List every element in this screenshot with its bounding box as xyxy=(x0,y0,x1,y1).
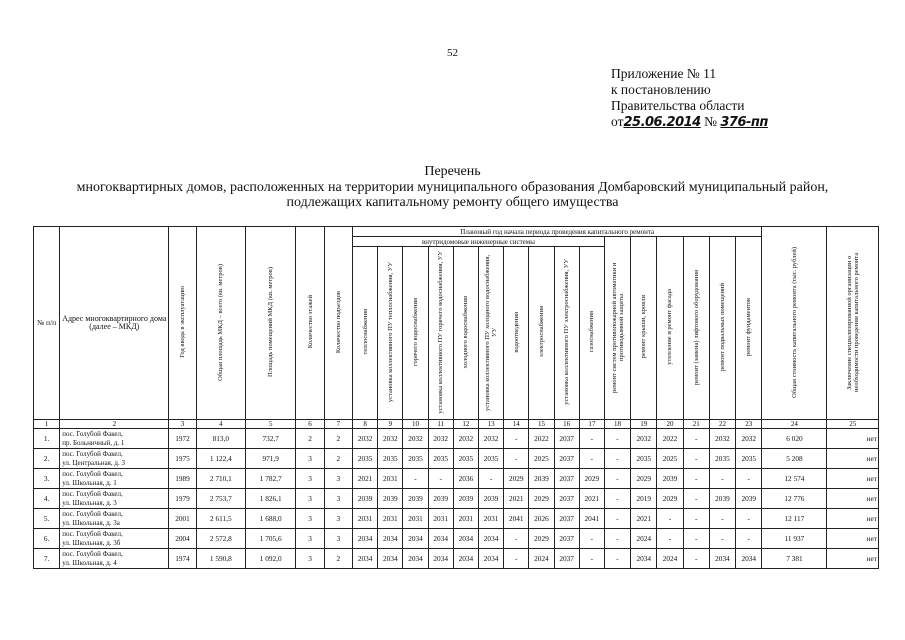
table-cell: 2039 xyxy=(378,489,403,509)
table-cell: 2029 xyxy=(529,529,554,549)
address-cell xyxy=(60,529,169,549)
table-cell: - xyxy=(504,429,529,449)
table-cell: 3 xyxy=(324,469,352,489)
table-cell: 2036 xyxy=(453,469,478,489)
row-number: 7. xyxy=(34,549,60,569)
table-cell: 2039 xyxy=(353,489,378,509)
row-number: 6. xyxy=(34,529,60,549)
table-cell: 2034 xyxy=(631,549,657,569)
table-cell: 2 611,5 xyxy=(196,509,245,529)
table-cell: 3 xyxy=(296,489,324,509)
column-number: 17 xyxy=(579,420,604,429)
table-cell: - xyxy=(579,429,604,449)
table-cell: 2029 xyxy=(579,469,604,489)
number-label: № xyxy=(704,114,717,129)
header-c22: ремонт подвальных помещений xyxy=(709,237,735,420)
table-row xyxy=(34,509,879,529)
column-number: 15 xyxy=(529,420,554,429)
header-address: Адрес многоквартирного дома (далее – МКД) xyxy=(60,227,169,420)
table-cell: - xyxy=(709,529,735,549)
header-c12: холодного водоснабжения xyxy=(453,247,478,420)
column-number: 21 xyxy=(683,420,709,429)
column-number: 22 xyxy=(709,420,735,429)
table-cell: 2031 xyxy=(478,509,503,529)
address-cell xyxy=(60,429,169,449)
table-cell: 1989 xyxy=(169,469,196,489)
address-line-2: ул. Школьная, д. 4 xyxy=(62,558,117,567)
table-cell: 1972 xyxy=(169,429,196,449)
header-c14: водоотведения xyxy=(504,247,529,420)
table-row xyxy=(34,529,879,549)
table-cell: 2026 xyxy=(529,509,554,529)
from-label: от xyxy=(611,114,624,129)
column-number: 2 xyxy=(60,420,169,429)
table-cell: нет xyxy=(827,489,879,509)
table-cell: 2037 xyxy=(554,469,579,489)
table-cell: 2 xyxy=(324,429,352,449)
table-cell: нет xyxy=(827,549,879,569)
table-cell: - xyxy=(478,469,503,489)
table-cell: - xyxy=(683,509,709,529)
column-number: 8 xyxy=(353,420,378,429)
table-cell: 2037 xyxy=(554,549,579,569)
header-planned-year-group: Плановый год начала периода проведения капитального ремонта xyxy=(353,227,762,237)
table-cell: 12 117 xyxy=(762,509,827,529)
table-cell: 3 xyxy=(324,509,352,529)
table-cell: - xyxy=(657,529,683,549)
table-cell: - xyxy=(709,469,735,489)
address-line-2: ул. Центральная, д. 3 xyxy=(62,458,125,467)
table-cell: 2021 xyxy=(504,489,529,509)
table-cell: 2035 xyxy=(709,449,735,469)
table-cell: 2029 xyxy=(657,489,683,509)
address-line-1: пос. Голубой Факел, xyxy=(62,450,123,458)
table-cell: 2032 xyxy=(378,429,403,449)
header-c16: установка коллективного ПУ электроснабжения, УУ xyxy=(554,247,579,420)
table-cell: 2034 xyxy=(453,529,478,549)
address-line-2: ул. Школьная, д. 3б xyxy=(62,538,121,547)
table-cell: 3 xyxy=(324,489,352,509)
table-cell: - xyxy=(604,489,630,509)
table-cell: 1979 xyxy=(169,489,196,509)
table-cell: 2032 xyxy=(736,429,762,449)
table-cell: 2021 xyxy=(631,509,657,529)
table-cell: нет xyxy=(827,529,879,549)
table-cell: 2 xyxy=(324,549,352,569)
table-cell: 2032 xyxy=(403,429,428,449)
table-cell: 2029 xyxy=(529,489,554,509)
address-cell xyxy=(60,549,169,569)
table-cell: 2001 xyxy=(169,509,196,529)
table-cell: - xyxy=(428,469,453,489)
address-cell xyxy=(60,469,169,489)
address-line-1: пос. Голубой Факел, xyxy=(62,430,123,438)
header-premises-area: Площадь помещений МКД (кв. метров) xyxy=(246,227,296,420)
table-cell: 2039 xyxy=(428,489,453,509)
column-number: 3 xyxy=(169,420,196,429)
table-cell: 2041 xyxy=(579,509,604,529)
appendix-line-2: к постановлению xyxy=(611,82,711,97)
column-number: 10 xyxy=(403,420,428,429)
address-line-2: пр. Больничный, д. 1 xyxy=(62,438,125,447)
table-cell: 2022 xyxy=(529,429,554,449)
header-c18: ремонт систем противопожарной автоматики и противодымной защиты xyxy=(604,237,630,420)
header-year-built: Год ввода в эксплуатацию xyxy=(169,227,196,420)
column-number: 5 xyxy=(246,420,296,429)
table-cell: 2034 xyxy=(403,549,428,569)
table-cell: 2041 xyxy=(504,509,529,529)
table-cell: 1 705,6 xyxy=(246,529,296,549)
table-cell: 2032 xyxy=(428,429,453,449)
table-cell: 7 381 xyxy=(762,549,827,569)
row-number: 4. xyxy=(34,489,60,509)
table-cell: 3 xyxy=(296,509,324,529)
address-line-1: пос. Голубой Факел, xyxy=(62,530,123,538)
table-cell: 2034 xyxy=(453,549,478,569)
table-cell: 2029 xyxy=(631,469,657,489)
column-number: 9 xyxy=(378,420,403,429)
table-cell: 2025 xyxy=(529,449,554,469)
table-cell: 2039 xyxy=(529,469,554,489)
table-cell: 2034 xyxy=(478,549,503,569)
table-row xyxy=(34,549,879,569)
column-number: 14 xyxy=(504,420,529,429)
table-cell: 2037 xyxy=(554,489,579,509)
row-number: 1. xyxy=(34,429,60,449)
table-cell: 1 826,1 xyxy=(246,489,296,509)
table-cell: 5 208 xyxy=(762,449,827,469)
column-number: 25 xyxy=(827,420,879,429)
appendix-block xyxy=(611,66,768,131)
row-number: 5. xyxy=(34,509,60,529)
table-cell: - xyxy=(736,509,762,529)
table-cell: 813,0 xyxy=(196,429,245,449)
column-number: 7 xyxy=(324,420,352,429)
column-number: 18 xyxy=(604,420,630,429)
table-cell: 2 753,7 xyxy=(196,489,245,509)
table-cell: 2032 xyxy=(478,429,503,449)
table-cell: - xyxy=(604,529,630,549)
table-cell: 2029 xyxy=(504,469,529,489)
header-c10: горячего водоснабжения xyxy=(403,247,428,420)
address-cell xyxy=(60,509,169,529)
table-cell: - xyxy=(604,469,630,489)
table-cell: - xyxy=(736,469,762,489)
table-cell: 2037 xyxy=(554,529,579,549)
table-cell: 732,7 xyxy=(246,429,296,449)
column-number: 24 xyxy=(762,420,827,429)
address-cell xyxy=(60,489,169,509)
table-cell: 2039 xyxy=(403,489,428,509)
table-row xyxy=(34,449,879,469)
table-cell: 2034 xyxy=(378,529,403,549)
table-cell: 3 xyxy=(324,529,352,549)
appendix-line-1: Приложение № 11 xyxy=(611,66,717,81)
header-c17: газоснабжения xyxy=(579,247,604,420)
table-row xyxy=(34,489,879,509)
header-total-area: Общая площадь МКД – всего (кв. метров) xyxy=(196,227,245,420)
column-number: 12 xyxy=(453,420,478,429)
column-number: 20 xyxy=(657,420,683,429)
table-cell: - xyxy=(604,429,630,449)
table-cell: 2031 xyxy=(403,509,428,529)
header-floors: Количество этажей xyxy=(296,227,324,420)
address-line-2: ул. Школьная, д. 3 xyxy=(62,498,117,507)
row-number: 2. xyxy=(34,449,60,469)
header-c8: теплоснабжения xyxy=(353,247,378,420)
table-cell: - xyxy=(579,449,604,469)
table-cell: 2034 xyxy=(403,529,428,549)
table-cell: 2035 xyxy=(736,449,762,469)
address-line-2: ул. Школьная, д. 1 xyxy=(62,478,117,487)
header-c21: ремонт (замена) лифтового оборудования xyxy=(683,237,709,420)
table-cell: 2032 xyxy=(453,429,478,449)
table-cell: 2037 xyxy=(554,509,579,529)
address-cell xyxy=(60,449,169,469)
table-cell: - xyxy=(604,449,630,469)
table-row xyxy=(34,469,879,489)
table-body xyxy=(34,429,879,569)
table-cell: 2019 xyxy=(631,489,657,509)
header-engineering-group: внутридомовые инженерные системы xyxy=(353,237,605,247)
row-number: 3. xyxy=(34,469,60,489)
table-cell: 2039 xyxy=(453,489,478,509)
address-line-2: ул. Школьная, д. 3а xyxy=(62,518,120,527)
table-cell: 2034 xyxy=(478,529,503,549)
table-cell: 2031 xyxy=(453,509,478,529)
table-row xyxy=(34,429,879,449)
table-cell: 2 710,1 xyxy=(196,469,245,489)
table-cell: 2034 xyxy=(353,549,378,569)
table-cell: 2024 xyxy=(657,549,683,569)
address-line-1: пос. Голубой Факел, xyxy=(62,550,123,558)
table-cell: 2035 xyxy=(403,449,428,469)
table-cell: - xyxy=(709,509,735,529)
table-cell: - xyxy=(504,449,529,469)
table-cell: нет xyxy=(827,509,879,529)
table-cell: 2035 xyxy=(378,449,403,469)
header-c9: установка коллективного ПУ теплоснабжения, УУ xyxy=(378,247,403,420)
table-cell: 1 590,8 xyxy=(196,549,245,569)
table-cell: 2034 xyxy=(353,529,378,549)
table-cell: 2032 xyxy=(353,429,378,449)
table-cell: 11 937 xyxy=(762,529,827,549)
appendix-date-line xyxy=(611,114,768,131)
address-line-1: пос. Голубой Факел, xyxy=(62,490,123,498)
header-c11: установка коллективного ПУ горячего водоснабжения, УУ xyxy=(428,247,453,420)
table-cell: - xyxy=(504,549,529,569)
document-subtitle-line-2: подлежащих капитальному ремонту общего имущества xyxy=(286,195,619,210)
table-cell: 2031 xyxy=(378,509,403,529)
handwritten-number: 376-пп xyxy=(720,115,768,130)
header-conclusion: Заключение специализированной организации о необходимости проведения капитального ремонта xyxy=(827,227,879,420)
table-cell: 12 776 xyxy=(762,489,827,509)
header-c15: электроснабжения xyxy=(529,247,554,420)
table-cell: 2037 xyxy=(554,429,579,449)
address-line-1: пос. Голубой Факел, xyxy=(62,470,123,478)
table-cell: 2035 xyxy=(428,449,453,469)
table-cell: 6 020 xyxy=(762,429,827,449)
table-cell: - xyxy=(604,509,630,529)
table-cell: 2031 xyxy=(428,509,453,529)
header-num: № п/п xyxy=(34,227,60,420)
column-number-row xyxy=(34,420,879,429)
table-cell: 3 xyxy=(296,549,324,569)
table-cell: 1 782,7 xyxy=(246,469,296,489)
column-number: 23 xyxy=(736,420,762,429)
table-cell: - xyxy=(604,549,630,569)
table-cell: 2039 xyxy=(657,469,683,489)
table-cell: 2 572,8 xyxy=(196,529,245,549)
table-cell: 2039 xyxy=(736,489,762,509)
table-cell: 2039 xyxy=(478,489,503,509)
table-cell: 2032 xyxy=(631,429,657,449)
column-number: 13 xyxy=(478,420,503,429)
table-cell: 1 688,0 xyxy=(246,509,296,529)
table-cell: 3 xyxy=(296,529,324,549)
column-number: 16 xyxy=(554,420,579,429)
document-title: Перечень xyxy=(424,164,481,179)
table-cell: нет xyxy=(827,429,879,449)
header-c13: установка коллективного ПУ холодного водоснабжения, УУ xyxy=(478,247,503,420)
table-cell: - xyxy=(579,529,604,549)
table-cell: 2037 xyxy=(554,449,579,469)
table-cell: 1975 xyxy=(169,449,196,469)
header-c20: утепление и ремонт фасада xyxy=(657,237,683,420)
column-number: 11 xyxy=(428,420,453,429)
table-cell: 2 xyxy=(296,429,324,449)
header-c23: ремонт фундаментов xyxy=(736,237,762,420)
table-cell: 2034 xyxy=(736,549,762,569)
table-cell: 2 xyxy=(324,449,352,469)
header-total-cost: Общая стоимость капитального ремонта (тыс. рублей) xyxy=(762,227,827,420)
table-cell: 1974 xyxy=(169,549,196,569)
table-cell: нет xyxy=(827,469,879,489)
table-cell: 2031 xyxy=(378,469,403,489)
table-cell: 2035 xyxy=(353,449,378,469)
table-cell: 2035 xyxy=(631,449,657,469)
table-cell: 2039 xyxy=(709,489,735,509)
page-number: 52 xyxy=(447,47,458,59)
table-cell: 971,9 xyxy=(246,449,296,469)
table-cell: 2035 xyxy=(478,449,503,469)
column-number: 1 xyxy=(34,420,60,429)
table-cell: 3 xyxy=(296,469,324,489)
table-cell: нет xyxy=(827,449,879,469)
table-cell: 2032 xyxy=(709,429,735,449)
table-cell: 2021 xyxy=(579,489,604,509)
header-entrances: Количество подъездов xyxy=(324,227,352,420)
table-cell: - xyxy=(683,429,709,449)
table-cell: 3 xyxy=(296,449,324,469)
table-cell: - xyxy=(683,549,709,569)
appendix-line-3: Правительства области xyxy=(611,98,745,113)
table-cell: 12 574 xyxy=(762,469,827,489)
document-subtitle-line-1: многоквартирных домов, расположенных на территории муниципального образования Домбаровский муниципальный район, xyxy=(76,180,829,195)
table-cell: - xyxy=(657,509,683,529)
table-cell: 2024 xyxy=(529,549,554,569)
table-cell: 2022 xyxy=(657,429,683,449)
table-cell: - xyxy=(504,529,529,549)
table-cell: 1 122,4 xyxy=(196,449,245,469)
table-cell: - xyxy=(683,489,709,509)
table-cell: - xyxy=(403,469,428,489)
table-cell: 2035 xyxy=(453,449,478,469)
table-cell: 2034 xyxy=(428,529,453,549)
table-cell: - xyxy=(736,529,762,549)
table-cell: 2004 xyxy=(169,529,196,549)
column-number: 6 xyxy=(296,420,324,429)
column-number: 4 xyxy=(196,420,245,429)
table-cell: 2034 xyxy=(428,549,453,569)
table-cell: - xyxy=(683,449,709,469)
handwritten-date: 25.06.2014 xyxy=(623,115,701,130)
table-cell: - xyxy=(683,529,709,549)
table-cell: 1 092,0 xyxy=(246,549,296,569)
table-cell: 2031 xyxy=(353,509,378,529)
table-cell: 2021 xyxy=(353,469,378,489)
table-cell: 2034 xyxy=(709,549,735,569)
address-line-1: пос. Голубой Факел, xyxy=(62,510,123,518)
header-c19: ремонт крыши, кровли xyxy=(631,237,657,420)
houses-table xyxy=(33,226,879,569)
table-cell: 2025 xyxy=(657,449,683,469)
table-cell: - xyxy=(683,469,709,489)
column-number: 19 xyxy=(631,420,657,429)
table-cell: 2034 xyxy=(378,549,403,569)
table-cell: - xyxy=(579,549,604,569)
table-cell: 2024 xyxy=(631,529,657,549)
